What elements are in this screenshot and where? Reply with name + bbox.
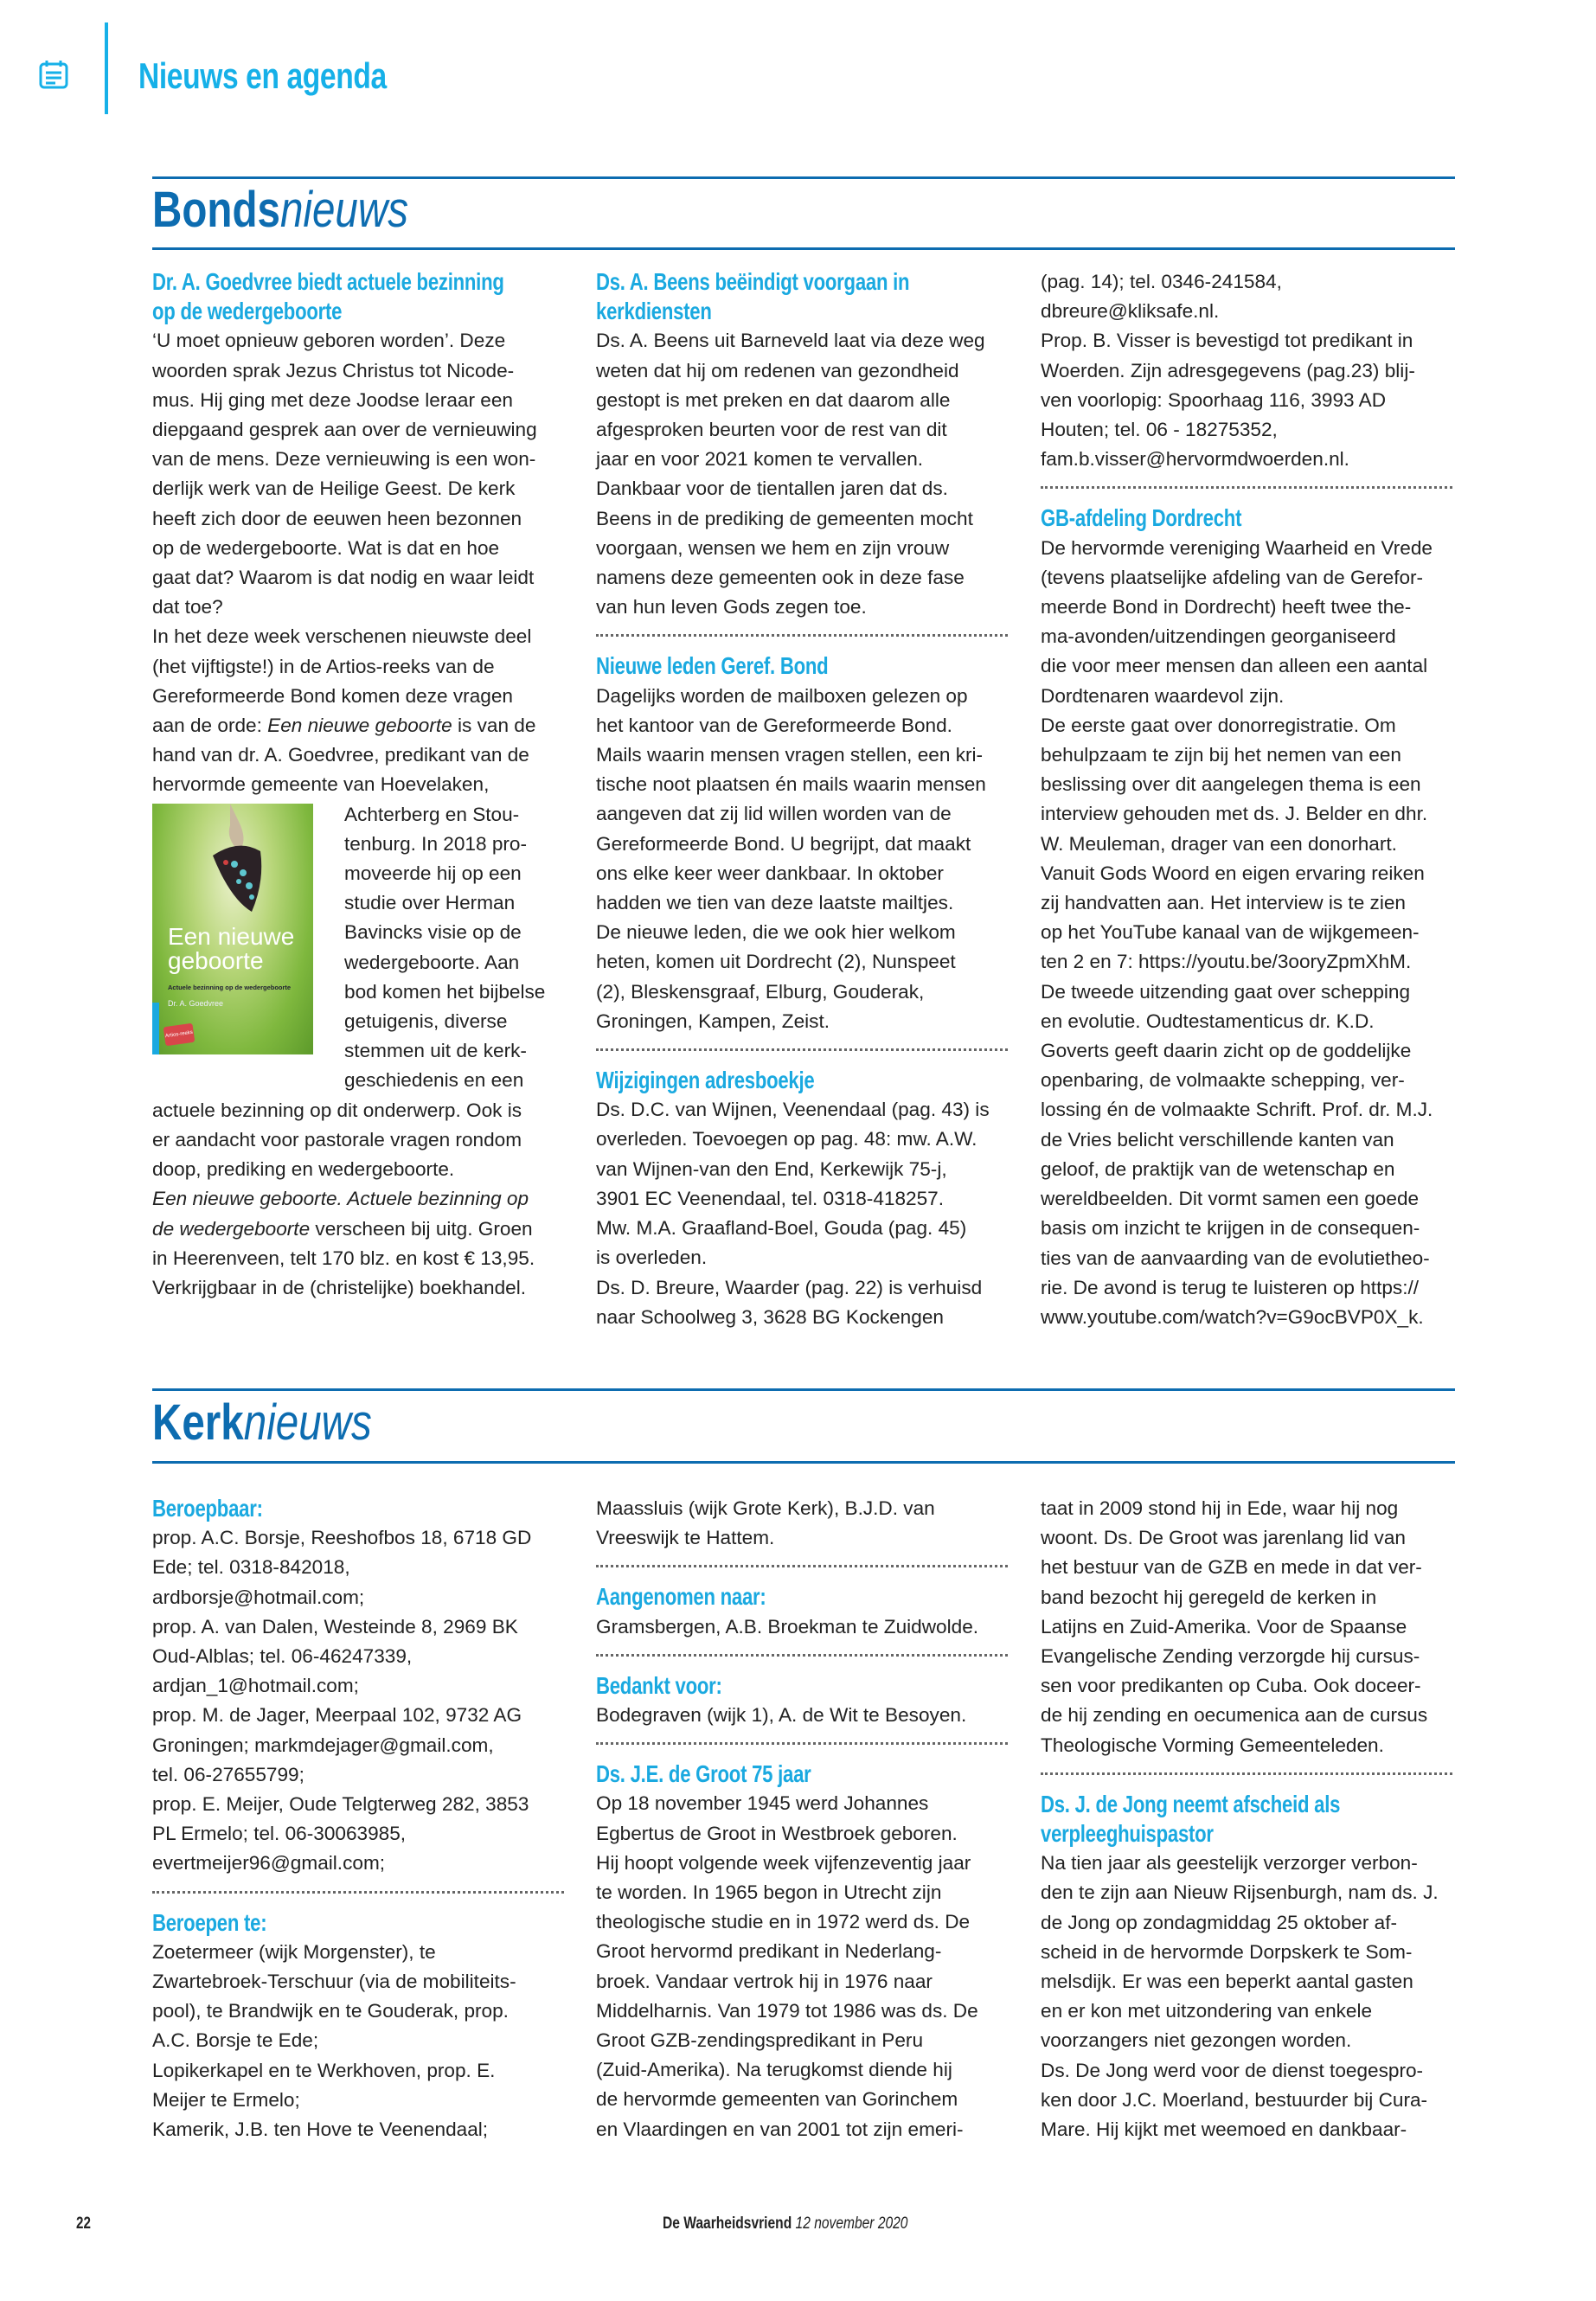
article-heading: Dr. A. Goedvree biedt actuele bezinning op de wedergeboorte (152, 268, 504, 325)
article-heading: Beroepen te: (152, 1908, 267, 1936)
article-body: ‘U moet opnieuw geboren worden’. Deze woorden sprak Jezus Christus tot Nicode- mus. Hij ging met deze Joodse leraar een diepgaand gesprek aan over de vernieuwing van de mens. Deze vernieuwing is een won- derlijk werk van de Heilige Geest. De kerk heeft zich door de eeuwen heen bezonnen op de wedergeboorte. Wat is dat en hoe gaat dat? Waarom is dat nodig en waar leidt dat toe? In het deze week verschenen nieuwste deel (het vijftigste!) in de Artios-reeks van de Gereformeerde Bond komen deze vragen aan de orde: Een nieuwe geboorte is van de hand van dr. A. Goedvree, predikant van de hervormde gemeente van Hoevelaken, (152, 330, 537, 796)
article-body: Zoetermeer (wijk Morgenster), te Zwartebroek-Terschuur (via de mobiliteits- pool), te Brandwijk en te Gouderak, prop. A.C. Borsje te Ede; Lopikerkapel en te Werkhoven, prop. E. Meijer te Ermelo; Kamerik, J.B. ten Hove te Veenendaal; (152, 1940, 516, 2141)
article-heading: Beroepbaar: (152, 1495, 263, 1522)
article-body: Bodegraven (wijk 1), A. de Wit te Besoyen. (596, 1704, 967, 1727)
kerk-column-1 (152, 1494, 569, 2144)
article-goedvree (152, 267, 569, 1303)
book-figure (152, 800, 569, 1096)
section-title-kerknieuws (152, 1393, 372, 1453)
article-heading: Wijzigingen adresboekje (596, 1067, 815, 1094)
dotted-divider (596, 1565, 1008, 1567)
butterfly-illustration (178, 804, 291, 916)
dotted-divider (596, 1048, 1008, 1051)
dotted-divider (596, 634, 1008, 637)
article-body: De hervormde vereniging Waarheid en Vrede (tevens plaatselijke afdeling van de Gerefor- meerde Bond in Dordrecht) heeft twee the- ma-avonden/uitzendingen georganiseerd die voor meer mensen dan alleen een aantal Dordtenaren waardevol zijn. De eerste gaat over donorregistratie. Om behulpzaam te zijn bij het nemen van een beslissing over dit aangelegen thema is een interview gehouden met ds. J. Belder en dhr. W. Meuleman, drager van een donorhart. Vanuit Gods Woord en eigen ervaring reiken zij handvatten aan. Het interview is te zien op het YouTube kanaal van de wijkgemeen- ten 2 en 7: https://youtu.be/3ooryZpmXhM. De tweede uitzending gaat over schepping en evolutie. Oudtestamenticus dr. K.D. Goverts geeft daarin zicht op de goddelijke openbaring, de volmaakte schepping, ver- lossing én de volmaakte Schrift. Prof. dr. M.J. de Vries belicht verschillende kanten van geloof, de praktijk van de wetenschap en wereldbeelden. Dit vormt samen een goede basis om inzicht te krijgen in de consequen- ties van de aanvaarding van de evolutietheo- rie. De avond is terug te luisteren op https:// www.youtube.com/watch?v=G9ocBVP0X_k. (1041, 536, 1433, 1328)
kerk-column-3 (1041, 1494, 1458, 2144)
article-heading: Nieuwe leden Geref. Bond (596, 652, 829, 680)
publication-date: 12 november 2020 (795, 2214, 908, 2233)
article-body: Op 18 november 1945 werd Johannes Egbertus de Groot in Westbroek geboren. Hij hoopt volgende week vijfenzeventig jaar te worden. In 1965 begon in Utrecht zijn theologische studie en in 1972 werd ds. De Groot hervormd predikant in Nederlang- broek. Vandaar vertrok hij in 1976 naar Middelharnis. Van 1979 tot 1986 was ds. De Groot GZB-zendingspredikant in Peru (Zuid-Amerika). Na terugkomst diende hij de hervormde gemeenten van Gorinchem en Vlaardingen en van 2001 tot zijn emeri- (596, 1792, 978, 2140)
section-title-bondsnieuws (152, 180, 408, 240)
dotted-divider (152, 1891, 564, 1894)
page-title: Nieuws en agenda (138, 55, 387, 96)
article-body-continued: (pag. 14); tel. 0346-241584, dbreure@kliksafe.nl. Prop. B. Visser is bevestigd tot predikant in Woerden. Zijn adresgegevens (pag.23) blij- ven voorlopig: Spoorhaag 116, 3993 AD Houten; tel. 06 - 18275352, fam.b.visser@hervormdwoerden.nl. (1041, 271, 1415, 471)
dotted-divider (1041, 486, 1452, 489)
section-rule-top (152, 1388, 1455, 1391)
article-body: Dagelijks worden de mailboxen gelezen op het kantoor van de Gereformeerde Bond. Mails waarin mensen vragen stellen, een kri- tische noot plaatsen én mails waarin mensen aangeven dat zij lid willen worden van de Gereformeerde Bond. U begrijpt, dat maakt ons elke keer weer dankbaar. In oktober hadden we tien van deze laatste mailtjes. De nieuwe leden, die we ook hier welkom heten, komen uit Dordrecht (2), Nunspeet (2), Bleskensgraaf, Elburg, Gouderak, Groningen, Kampen, Zeist. (596, 684, 986, 1032)
article-body-continued: Maassluis (wijk Grote Kerk), B.J.D. van Vreeswijk te Hattem. (596, 1497, 935, 1549)
article-heading: Bedankt voor: (596, 1671, 722, 1699)
article-body: actuele bezinning op dit onderwerp. Ook is er aandacht voor pastorale vragen rondom doop, prediking en wedergeboorte. Een nieuwe geboorte. Actuele bezinning op de wedergeboorte verscheen bij uitg. Groen in Heerenveen, telt 170 blz. en kost € 13,95. Verkrijgbaar in de (christelijke) boekhandel. (152, 1099, 535, 1298)
section-title-bold: Kerk (152, 1394, 244, 1451)
article-heading: Ds. A. Beens beëindigt voorgaan in kerkdiensten (596, 268, 910, 325)
article-body: Gramsbergen, A.B. Broekman te Zuidwolde. (596, 1615, 979, 1638)
section-title-italic: nieuws (279, 182, 409, 238)
page-number: 22 (76, 2214, 91, 2233)
article-heading: Ds. J. de Jong neemt afscheid als verpleeghuispastor (1041, 1790, 1341, 1848)
section-title-italic: nieuws (243, 1394, 372, 1451)
section-rule-bottom (152, 247, 1455, 250)
book-cover-image: Een nieuwe geboorte Actuele bezinning op de wedergeboorte Dr. A. Goedvree Artios-reeks (152, 804, 313, 1054)
footer-publication (663, 2214, 907, 2234)
header-divider (105, 22, 108, 114)
dotted-divider (596, 1654, 1008, 1657)
article-body-beside-image: Achterberg en Stou- tenburg. In 2018 pro- moveerde hij op een studie over Herman Bavincks visie op de wedergeboorte. Aan bod komen het bijbelse getuigenis, diverse stemmen uit de kerk- geschiedenis en een (344, 803, 546, 1092)
article-body-continued: taat in 2009 stond hij in Ede, waar hij nog woont. Ds. De Groot was jarenlang lid van het bestuur van de GZB en mede in dat ver- band bezocht hij geregeld de kerken in Latijns en Zuid-Amerika. Voor de Spaanse Evangelische Zending verzorgde hij cursus- sen voor predikanten op Cuba. Ook doceer- de hij zending en oecumenica aan de cursus Theologische Vorming Gemeenteleden. (1041, 1497, 1428, 1756)
article-body: Ds. A. Beens uit Barneveld laat via deze weg weten dat hij om redenen van gezondheid gestopt is met preken en dat daarom alle afgesproken beurten voor de rest van dit jaar en voor 2021 komen te vervallen. Dankbaar voor de tientallen jaren dat ds. Beens in de prediking de gemeenten mocht voorgaan, wensen we hem en zijn vrouw namens deze gemeenten ook in deze fase van hun leven Gods zegen toe. (596, 330, 985, 619)
kerk-column-2 (596, 1494, 1013, 2144)
section-title-bold: Bonds (152, 182, 280, 238)
article-heading: Aangenomen naar: (596, 1583, 766, 1611)
publication-name: De Waarheidsvriend (663, 2214, 792, 2233)
column-3 (1041, 267, 1458, 1332)
article-heading: GB-afdeling Dordrecht (1041, 504, 1242, 532)
article-heading: Ds. J.E. de Groot 75 jaar (596, 1760, 811, 1788)
article-body: prop. A.C. Borsje, Reeshofbos 18, 6718 GD Ede; tel. 0318-842018, ardborsje@hotmail.com; prop. A. van Dalen, Westeinde 8, 2969 BK Oud-Alblas; tel. 06-46247339, ardjan_1@hotmail.com; prop. M. de Jager, Meerpaal 102, 9732 AG Groningen; markmdejager@gmail.com, tel. 06-27655799; prop. E. Meijer, Oude Telgterweg 282, 3853 PL Ermelo; tel. 06-30063985, evertmeijer96@gmail.com; (152, 1527, 532, 1875)
section-rule-top (152, 176, 1455, 179)
dotted-divider (596, 1742, 1008, 1745)
dotted-divider (1041, 1772, 1452, 1775)
article-body: Ds. D.C. van Wijnen, Veenendaal (pag. 43) is overleden. Toevoegen op pag. 48: mw. A.W. van Wijnen-van den End, Kerkewijk 75-j, 3901 EC Veenendaal, tel. 0318-418257. Mw. M.A. Graafland-Boel, Gouda (pag. 45) is overleden. Ds. D. Breure, Waarder (pag. 22) is verhuisd naar Schoolweg 3, 3628 BG Kockengen (596, 1099, 990, 1328)
column-2 (596, 267, 1013, 1332)
calendar-icon (38, 59, 69, 90)
article-body: Na tien jaar als geestelijk verzorger verbon- den te zijn aan Nieuw Rijsenburgh, nam ds. J. de Jong op zondagmiddag 25 oktober af- scheid in de hervormde Dorpskerk te Som- melsdijk. Er was een beperkt aantal gasten en er kon met uitzondering van enkele voorzangers niet gezongen worden. Ds. De Jong werd voor de dienst toegespro- ken door J.C. Moerland, bestuurder bij Cura- Mare. Hij kijkt met weemoed en dankbaar- (1041, 1852, 1439, 2141)
section-rule-bottom (152, 1461, 1455, 1464)
